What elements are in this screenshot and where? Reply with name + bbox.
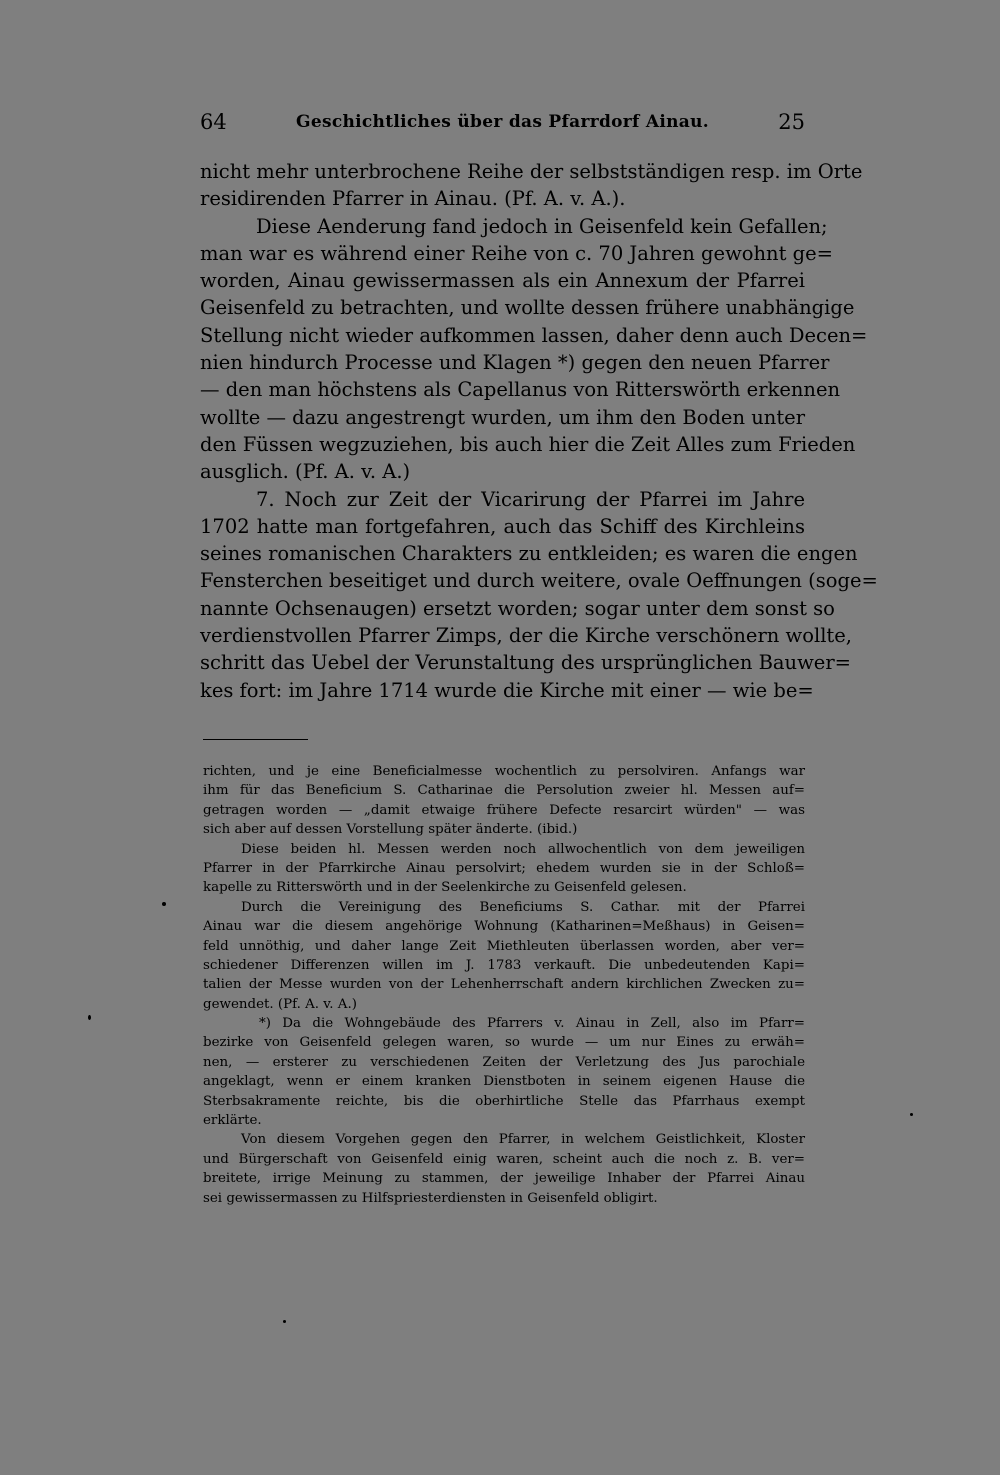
running-title: Geschichtliches über das Pfarrdorf Ainau. bbox=[296, 112, 709, 132]
footnote-line: kapelle zu Ritterswörth und in der Seelenkirche zu Geisenfeld gelesen. bbox=[203, 880, 687, 896]
footnote-line: sei gewissermassen zu Hilfspriesterdiensten in Geisenfeld obligirt. bbox=[203, 1190, 658, 1206]
footnote-line: sich aber auf dessen Vorstellung später änderte. (ibid.) bbox=[203, 822, 578, 838]
footnote-line: Ainau war die diesem angehörige Wohnung (Katharinen=Meßhaus) in Geisen= bbox=[203, 919, 805, 935]
footnote-line: bezirke von Geisenfeld gelegen waren, so wurde — um nur Eines zu erwäh= bbox=[203, 1035, 805, 1051]
footnote-line: breitete, irrige Meinung zu stammen, der jeweilige Inhaber der Pfarrei Ainau bbox=[203, 1171, 805, 1187]
text-line: Geisenfeld zu betrachten, und wollte dessen frühere unabhängige bbox=[200, 296, 855, 320]
text-line: wollte — dazu angestrengt wurden, um ihm den Boden unter bbox=[200, 405, 806, 429]
scan-speck bbox=[910, 1113, 913, 1116]
footnote-line: angeklagt, wenn er einem kranken Dienstboten in seinem eigenen Hause die bbox=[203, 1074, 805, 1090]
footnote-line: und Bürgerschaft von Geisenfeld einig waren, scheint auch die noch z. B. ver= bbox=[203, 1151, 805, 1167]
footnote-line: talien der Messe wurden von der Lehenherrschaft andern kirchlichen Zwecken zu= bbox=[203, 977, 805, 993]
footnotes bbox=[203, 762, 805, 1208]
scan-speck bbox=[88, 1015, 91, 1020]
main-text bbox=[200, 158, 878, 704]
footnote-line: schiedener Differenzen willen im J. 1783 verkauft. Die unbedeutenden Kapi= bbox=[203, 957, 805, 973]
footnote-line: gewendet. (Pf. A. v. A.) bbox=[203, 996, 357, 1012]
text-line: seines romanischen Charakters zu entkleiden; es waren die engen bbox=[200, 542, 858, 566]
text-line: residirenden Pfarrer in Ainau. (Pf. A. v. A.). bbox=[200, 187, 626, 211]
footnote-separator bbox=[203, 739, 308, 740]
text-line: nannte Ochsenaugen) ersetzt worden; sogar unter dem sonst so bbox=[200, 596, 835, 620]
footnote-line: nen, — ersterer zu verschiedenen Zeiten der Verletzung des Jus parochiale bbox=[203, 1054, 805, 1070]
text-line: kes fort: im Jahre 1714 wurde die Kirche mit einer — wie be= bbox=[200, 678, 814, 702]
footnote-line: Pfarrer in der Pfarrkirche Ainau persolvirt; ehedem wurden sie in der Schloß= bbox=[203, 860, 805, 876]
text-line: schritt das Uebel der Verunstaltung des ursprünglichen Bauwer= bbox=[200, 651, 851, 675]
text-line: 1702 hatte man fortgefahren, auch das Schiff des Kirchleins bbox=[200, 514, 805, 538]
text-line: nien hindurch Processe und Klagen *) gegen den neuen Pfarrer bbox=[200, 351, 830, 375]
text-line: Diese Aenderung fand jedoch in Geisenfeld kein Gefallen; bbox=[256, 214, 828, 238]
page-number-left: 64 bbox=[200, 110, 227, 134]
footnote-line: richten, und je eine Beneficialmesse wochentlich zu persolviren. Anfangs war bbox=[203, 764, 805, 779]
text-line: ausglich. (Pf. A. v. A.) bbox=[200, 460, 411, 484]
footnote-line: Von diesem Vorgehen gegen den Pfarrer, in welchem Geistlichkeit, Kloster bbox=[241, 1132, 805, 1148]
text-line: worden, Ainau gewissermassen als ein Annexum der Pfarrei bbox=[200, 269, 805, 293]
scan-speck bbox=[283, 1320, 286, 1323]
text-line: nicht mehr unterbrochene Reihe der selbstständigen resp. im Orte bbox=[200, 160, 863, 183]
page-number-right: 25 bbox=[778, 110, 805, 134]
text-line: 7. Noch zur Zeit der Vicarirung der Pfarrei im Jahre bbox=[256, 487, 805, 511]
text-line: verdienstvollen Pfarrer Zimps, der die Kirche verschönern wollte, bbox=[200, 624, 853, 648]
footnote-line: *) Da die Wohngebäude des Pfarrers v. Ainau in Zell, also im Pfarr= bbox=[259, 1016, 805, 1032]
text-line: Stellung nicht wieder aufkommen lassen, daher denn auch Decen= bbox=[200, 323, 868, 347]
text-line: man war es während einer Reihe von c. 70 Jahren gewohnt ge= bbox=[200, 241, 834, 265]
footnote-line: Diese beiden hl. Messen werden noch allwochentlich von dem jeweiligen bbox=[241, 841, 805, 857]
footnote-line: ihm für das Beneficium S. Catharinae die Persolution zweier hl. Messen auf= bbox=[203, 783, 805, 799]
text-line: den Füssen wegzuziehen, bis auch hier die Zeit Alles zum Frieden bbox=[200, 432, 856, 456]
scan-speck bbox=[162, 902, 166, 906]
footnote-line: erklärte. bbox=[203, 1113, 262, 1129]
footnote-line: Sterbsakramente reichte, bis die oberhirtliche Stelle das Pfarrhaus exempt bbox=[203, 1093, 805, 1109]
text-line: — den man höchstens als Capellanus von Ritterswörth erkennen bbox=[200, 378, 841, 402]
page-header bbox=[200, 110, 805, 140]
footnote-line: Durch die Vereinigung des Beneficiums S. Cathar. mit der Pfarrei bbox=[241, 899, 805, 915]
text-line: Fensterchen beseitiget und durch weitere, ovale Oeffnungen (soge= bbox=[200, 569, 878, 593]
footnote-line: feld unnöthig, und daher lange Zeit Miethleuten überlassen worden, aber ver= bbox=[203, 938, 805, 954]
footnote-line: getragen worden — „damit etwaige frühere Defecte resarcirt würden" — was bbox=[203, 802, 805, 818]
